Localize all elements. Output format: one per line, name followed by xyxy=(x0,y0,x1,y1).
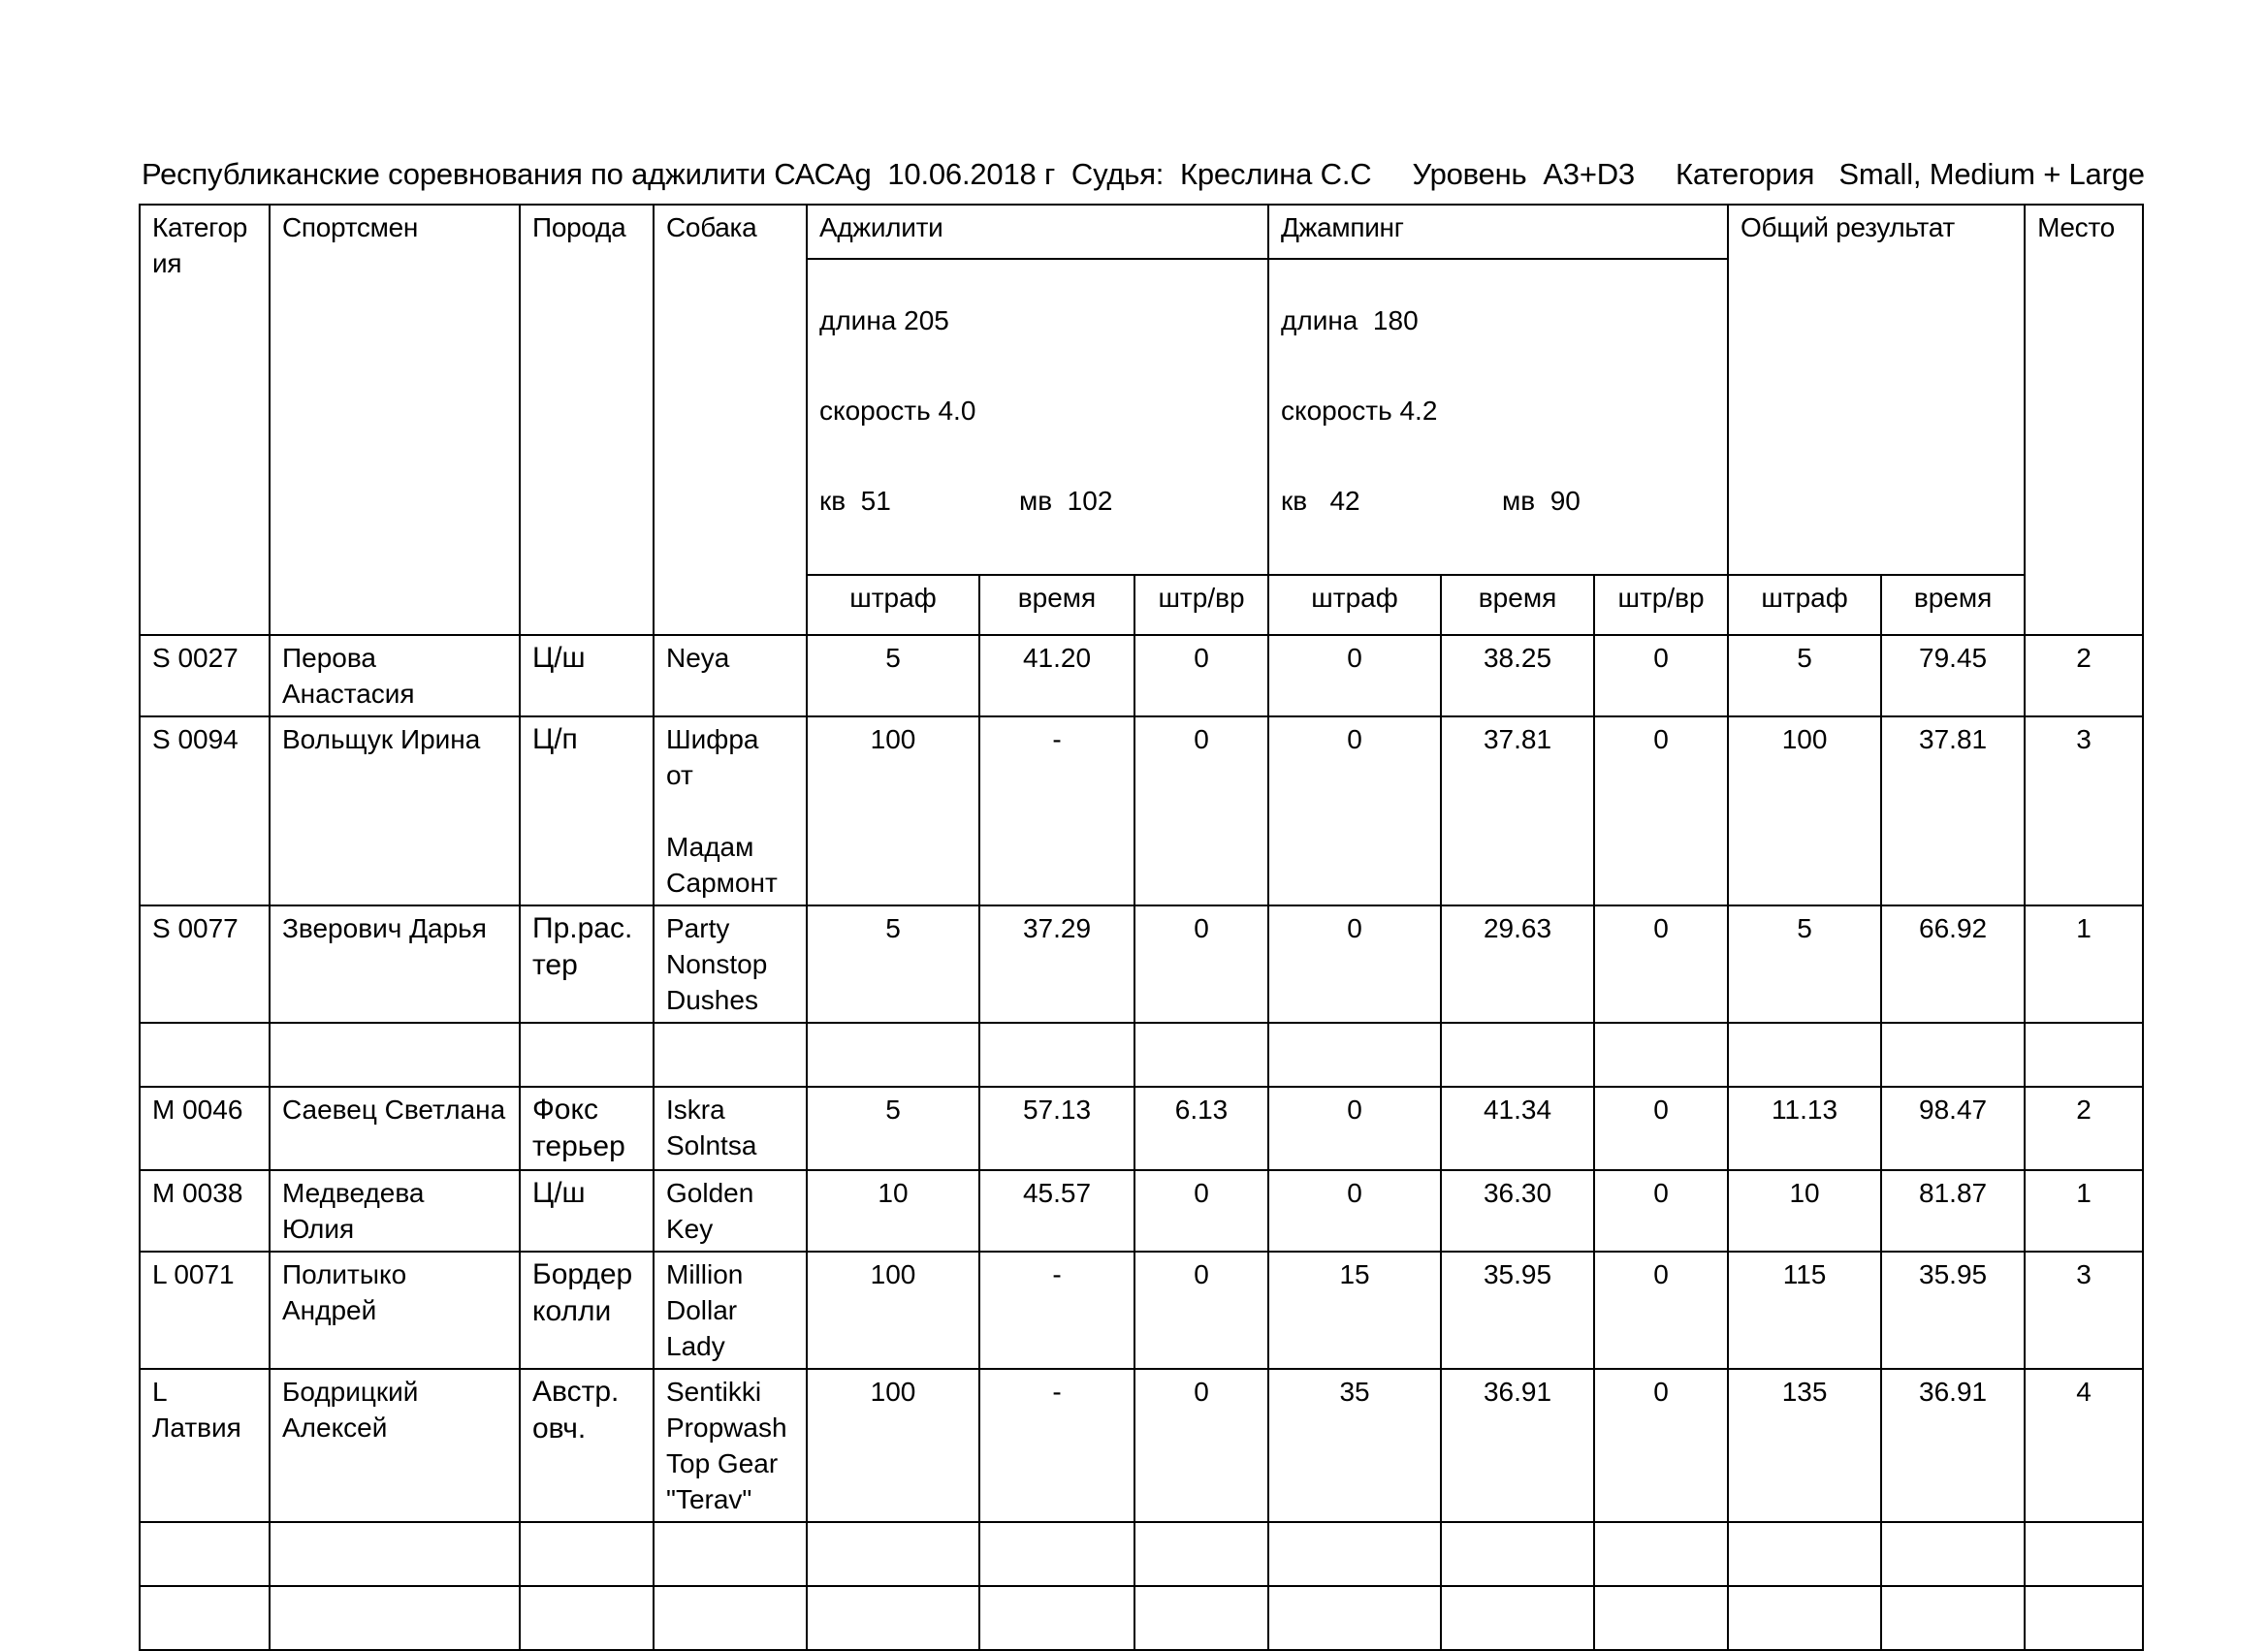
jumping-standard-times xyxy=(1281,480,1715,534)
category-cell: M 0038 xyxy=(140,1170,270,1252)
jumping-penalty-cell xyxy=(1268,1522,1441,1586)
category-cell xyxy=(140,1522,270,1586)
breed-cell: Бордер колли xyxy=(520,1252,654,1369)
athlete-cell xyxy=(270,1023,520,1087)
overall-penalty-cell: 100 xyxy=(1728,716,1881,905)
table-row xyxy=(140,1369,2143,1522)
overall-penalty-cell: 115 xyxy=(1728,1252,1881,1369)
dog-cell: Sentikki Propwash Top Gear "Terav" xyxy=(654,1369,807,1522)
jumping-penalty-cell: 0 xyxy=(1268,1170,1441,1252)
header-jumping: Джампинг xyxy=(1268,205,1728,259)
breed-cell xyxy=(520,1522,654,1586)
agility-penalty-cell: 5 xyxy=(807,905,979,1023)
subheader-agility-penalty: штраф xyxy=(807,575,979,635)
agility-pen-time-cell: 0 xyxy=(1134,1369,1268,1522)
athlete-cell: Вольщук Ирина xyxy=(270,716,520,905)
place-cell: 2 xyxy=(2025,1087,2143,1170)
place-cell: 1 xyxy=(2025,905,2143,1023)
athlete-cell: Саевец Светлана xyxy=(270,1087,520,1170)
overall-penalty-cell xyxy=(1728,1023,1881,1087)
subheader-jumping-pen-time: штр/вр xyxy=(1594,575,1728,635)
place-cell xyxy=(2025,1586,2143,1650)
agility-length: длина 205 xyxy=(819,305,949,335)
dog-cell: Golden Key xyxy=(654,1170,807,1252)
overall-time-cell: 81.87 xyxy=(1881,1170,2025,1252)
jumping-pen-time-cell: 0 xyxy=(1594,1252,1728,1369)
breed-cell: Пр.рас. тер xyxy=(520,905,654,1023)
subheader-overall-penalty: штраф xyxy=(1728,575,1881,635)
header-agility: Аджилити xyxy=(807,205,1268,259)
dog-cell: Million Dollar Lady xyxy=(654,1252,807,1369)
breed-cell: Фокс терьер xyxy=(520,1087,654,1170)
breed-cell: Австр. овч. xyxy=(520,1369,654,1522)
jumping-pen-time-cell xyxy=(1594,1023,1728,1087)
jumping-penalty-cell: 15 xyxy=(1268,1252,1441,1369)
category-cell xyxy=(140,1023,270,1087)
jumping-penalty-cell: 0 xyxy=(1268,1087,1441,1170)
overall-time-cell: 37.81 xyxy=(1881,716,2025,905)
jumping-params xyxy=(1268,259,1728,575)
agility-penalty-cell xyxy=(807,1023,979,1087)
place-cell: 2 xyxy=(2025,635,2143,716)
jumping-speed: скорость 4.2 xyxy=(1281,396,1438,426)
jumping-time-cell: 36.91 xyxy=(1441,1369,1594,1522)
jumping-time-cell xyxy=(1441,1522,1594,1586)
jumping-pen-time-cell xyxy=(1594,1586,1728,1650)
agility-time-cell: - xyxy=(979,716,1134,905)
table-row xyxy=(140,1170,2143,1252)
header-category: Категор ия xyxy=(140,205,270,635)
table-row xyxy=(140,1023,2143,1087)
table-row xyxy=(140,716,2143,905)
jumping-penalty-cell xyxy=(1268,1586,1441,1650)
category-cell: L 0071 xyxy=(140,1252,270,1369)
overall-penalty-cell: 5 xyxy=(1728,905,1881,1023)
overall-time-cell: 98.47 xyxy=(1881,1087,2025,1170)
place-cell: 4 xyxy=(2025,1369,2143,1522)
agility-kv: кв 51 xyxy=(819,486,891,516)
jumping-pen-time-cell: 0 xyxy=(1594,716,1728,905)
breed-cell: Ц/ш xyxy=(520,1170,654,1252)
dog-cell xyxy=(654,1522,807,1586)
jumping-penalty-cell: 0 xyxy=(1268,905,1441,1023)
overall-penalty-cell: 135 xyxy=(1728,1369,1881,1522)
jumping-time-cell: 41.34 xyxy=(1441,1087,1594,1170)
jumping-length: длина 180 xyxy=(1281,305,1419,335)
header-overall: Общий результат xyxy=(1728,205,2025,575)
overall-penalty-cell xyxy=(1728,1522,1881,1586)
agility-time-cell: 57.13 xyxy=(979,1087,1134,1170)
agility-time-cell: - xyxy=(979,1369,1134,1522)
jumping-penalty-cell: 0 xyxy=(1268,716,1441,905)
subheader-agility-pen-time: штр/вр xyxy=(1134,575,1268,635)
agility-standard-times xyxy=(819,480,1256,534)
subheader-agility-time: время xyxy=(979,575,1134,635)
table-row xyxy=(140,1522,2143,1586)
overall-time-cell xyxy=(1881,1023,2025,1087)
jumping-time-cell xyxy=(1441,1586,1594,1650)
subheader-overall-time: время xyxy=(1881,575,2025,635)
overall-penalty-cell xyxy=(1728,1586,1881,1650)
jumping-penalty-cell: 35 xyxy=(1268,1369,1441,1522)
result-rows xyxy=(140,635,2143,1650)
header-dog: Собака xyxy=(654,205,807,635)
header-athlete: Спортсмен xyxy=(270,205,520,635)
jumping-time-cell: 35.95 xyxy=(1441,1252,1594,1369)
agility-pen-time-cell: 0 xyxy=(1134,716,1268,905)
overall-time-cell: 79.45 xyxy=(1881,635,2025,716)
jumping-mv: мв 90 xyxy=(1502,486,1581,516)
overall-penalty-cell: 10 xyxy=(1728,1170,1881,1252)
table-row xyxy=(140,1252,2143,1369)
agility-pen-time-cell: 0 xyxy=(1134,1252,1268,1369)
agility-pen-time-cell: 6.13 xyxy=(1134,1087,1268,1170)
jumping-time-cell: 38.25 xyxy=(1441,635,1594,716)
jumping-time-cell: 37.81 xyxy=(1441,716,1594,905)
agility-penalty-cell: 100 xyxy=(807,1252,979,1369)
dog-cell: Party Nonstop Dushes xyxy=(654,905,807,1023)
place-cell: 3 xyxy=(2025,716,2143,905)
jumping-time-cell: 29.63 xyxy=(1441,905,1594,1023)
athlete-cell xyxy=(270,1522,520,1586)
header-breed: Порода xyxy=(520,205,654,635)
agility-pen-time-cell: 0 xyxy=(1134,635,1268,716)
overall-time-cell: 36.91 xyxy=(1881,1369,2025,1522)
jumping-kv: кв 42 xyxy=(1281,486,1360,516)
jumping-penalty-cell xyxy=(1268,1023,1441,1087)
athlete-cell xyxy=(270,1586,520,1650)
place-cell xyxy=(2025,1023,2143,1087)
athlete-cell: Бодрицкий Алексей xyxy=(270,1369,520,1522)
agility-pen-time-cell: 0 xyxy=(1134,1170,1268,1252)
header-row xyxy=(140,205,2143,259)
athlete-cell: Медведева Юлия xyxy=(270,1170,520,1252)
jumping-pen-time-cell xyxy=(1594,1522,1728,1586)
jumping-pen-time-cell: 0 xyxy=(1594,1170,1728,1252)
jumping-pen-time-cell: 0 xyxy=(1594,1087,1728,1170)
overall-time-cell xyxy=(1881,1586,2025,1650)
agility-pen-time-cell xyxy=(1134,1522,1268,1586)
agility-penalty-cell xyxy=(807,1522,979,1586)
breed-cell: Ц/ш xyxy=(520,635,654,716)
agility-time-cell: - xyxy=(979,1252,1134,1369)
dog-cell xyxy=(654,1586,807,1650)
athlete-cell: Перова Анастасия xyxy=(270,635,520,716)
category-cell: S 0027 xyxy=(140,635,270,716)
category-cell xyxy=(140,1586,270,1650)
agility-time-cell xyxy=(979,1023,1134,1087)
agility-penalty-cell: 10 xyxy=(807,1170,979,1252)
table-row xyxy=(140,1087,2143,1170)
dog-cell: Iskra Solntsa xyxy=(654,1087,807,1170)
agility-penalty-cell xyxy=(807,1586,979,1650)
agility-params xyxy=(807,259,1268,575)
agility-penalty-cell: 100 xyxy=(807,1369,979,1522)
jumping-time-cell xyxy=(1441,1023,1594,1087)
overall-penalty-cell: 5 xyxy=(1728,635,1881,716)
overall-penalty-cell: 11.13 xyxy=(1728,1087,1881,1170)
jumping-pen-time-cell: 0 xyxy=(1594,905,1728,1023)
dog-cell: Neya xyxy=(654,635,807,716)
jumping-pen-time-cell: 0 xyxy=(1594,1369,1728,1522)
header-place: Место xyxy=(2025,205,2143,635)
agility-speed: скорость 4.0 xyxy=(819,396,976,426)
category-cell: M 0046 xyxy=(140,1087,270,1170)
overall-time-cell: 66.92 xyxy=(1881,905,2025,1023)
agility-penalty-cell: 5 xyxy=(807,635,979,716)
breed-cell xyxy=(520,1023,654,1087)
place-cell xyxy=(2025,1522,2143,1586)
overall-time-cell: 35.95 xyxy=(1881,1252,2025,1369)
dog-cell: Шифра от Мадам Сармонт xyxy=(654,716,807,905)
overall-time-cell xyxy=(1881,1522,2025,1586)
subheader-jumping-time: время xyxy=(1441,575,1594,635)
breed-cell xyxy=(520,1586,654,1650)
jumping-pen-time-cell: 0 xyxy=(1594,635,1728,716)
agility-pen-time-cell: 0 xyxy=(1134,905,1268,1023)
results-table xyxy=(139,204,2144,1651)
agility-time-cell xyxy=(979,1586,1134,1650)
agility-penalty-cell: 100 xyxy=(807,716,979,905)
category-cell: S 0077 xyxy=(140,905,270,1023)
subheader-jumping-penalty: штраф xyxy=(1268,575,1441,635)
jumping-time-cell: 36.30 xyxy=(1441,1170,1594,1252)
dog-cell xyxy=(654,1023,807,1087)
agility-pen-time-cell xyxy=(1134,1586,1268,1650)
table-row xyxy=(140,905,2143,1023)
category-cell: L Латвия xyxy=(140,1369,270,1522)
table-row xyxy=(140,1586,2143,1650)
agility-mv: мв 102 xyxy=(1019,486,1113,516)
agility-time-cell: 41.20 xyxy=(979,635,1134,716)
category-cell: S 0094 xyxy=(140,716,270,905)
breed-cell: Ц/п xyxy=(520,716,654,905)
agility-pen-time-cell xyxy=(1134,1023,1268,1087)
agility-time-cell: 37.29 xyxy=(979,905,1134,1023)
jumping-penalty-cell: 0 xyxy=(1268,635,1441,716)
athlete-cell: Политыко Андрей xyxy=(270,1252,520,1369)
agility-penalty-cell: 5 xyxy=(807,1087,979,1170)
agility-time-cell xyxy=(979,1522,1134,1586)
place-cell: 3 xyxy=(2025,1252,2143,1369)
table-row xyxy=(140,635,2143,716)
document-title: Республиканские соревнования по аджилити САСАg 10.06.2018 г Судья: Креслина С.С Уровень А3+D3 Категория Small, Medium + Large xyxy=(142,157,2145,191)
place-cell: 1 xyxy=(2025,1170,2143,1252)
agility-time-cell: 45.57 xyxy=(979,1170,1134,1252)
athlete-cell: Зверович Дарья xyxy=(270,905,520,1023)
